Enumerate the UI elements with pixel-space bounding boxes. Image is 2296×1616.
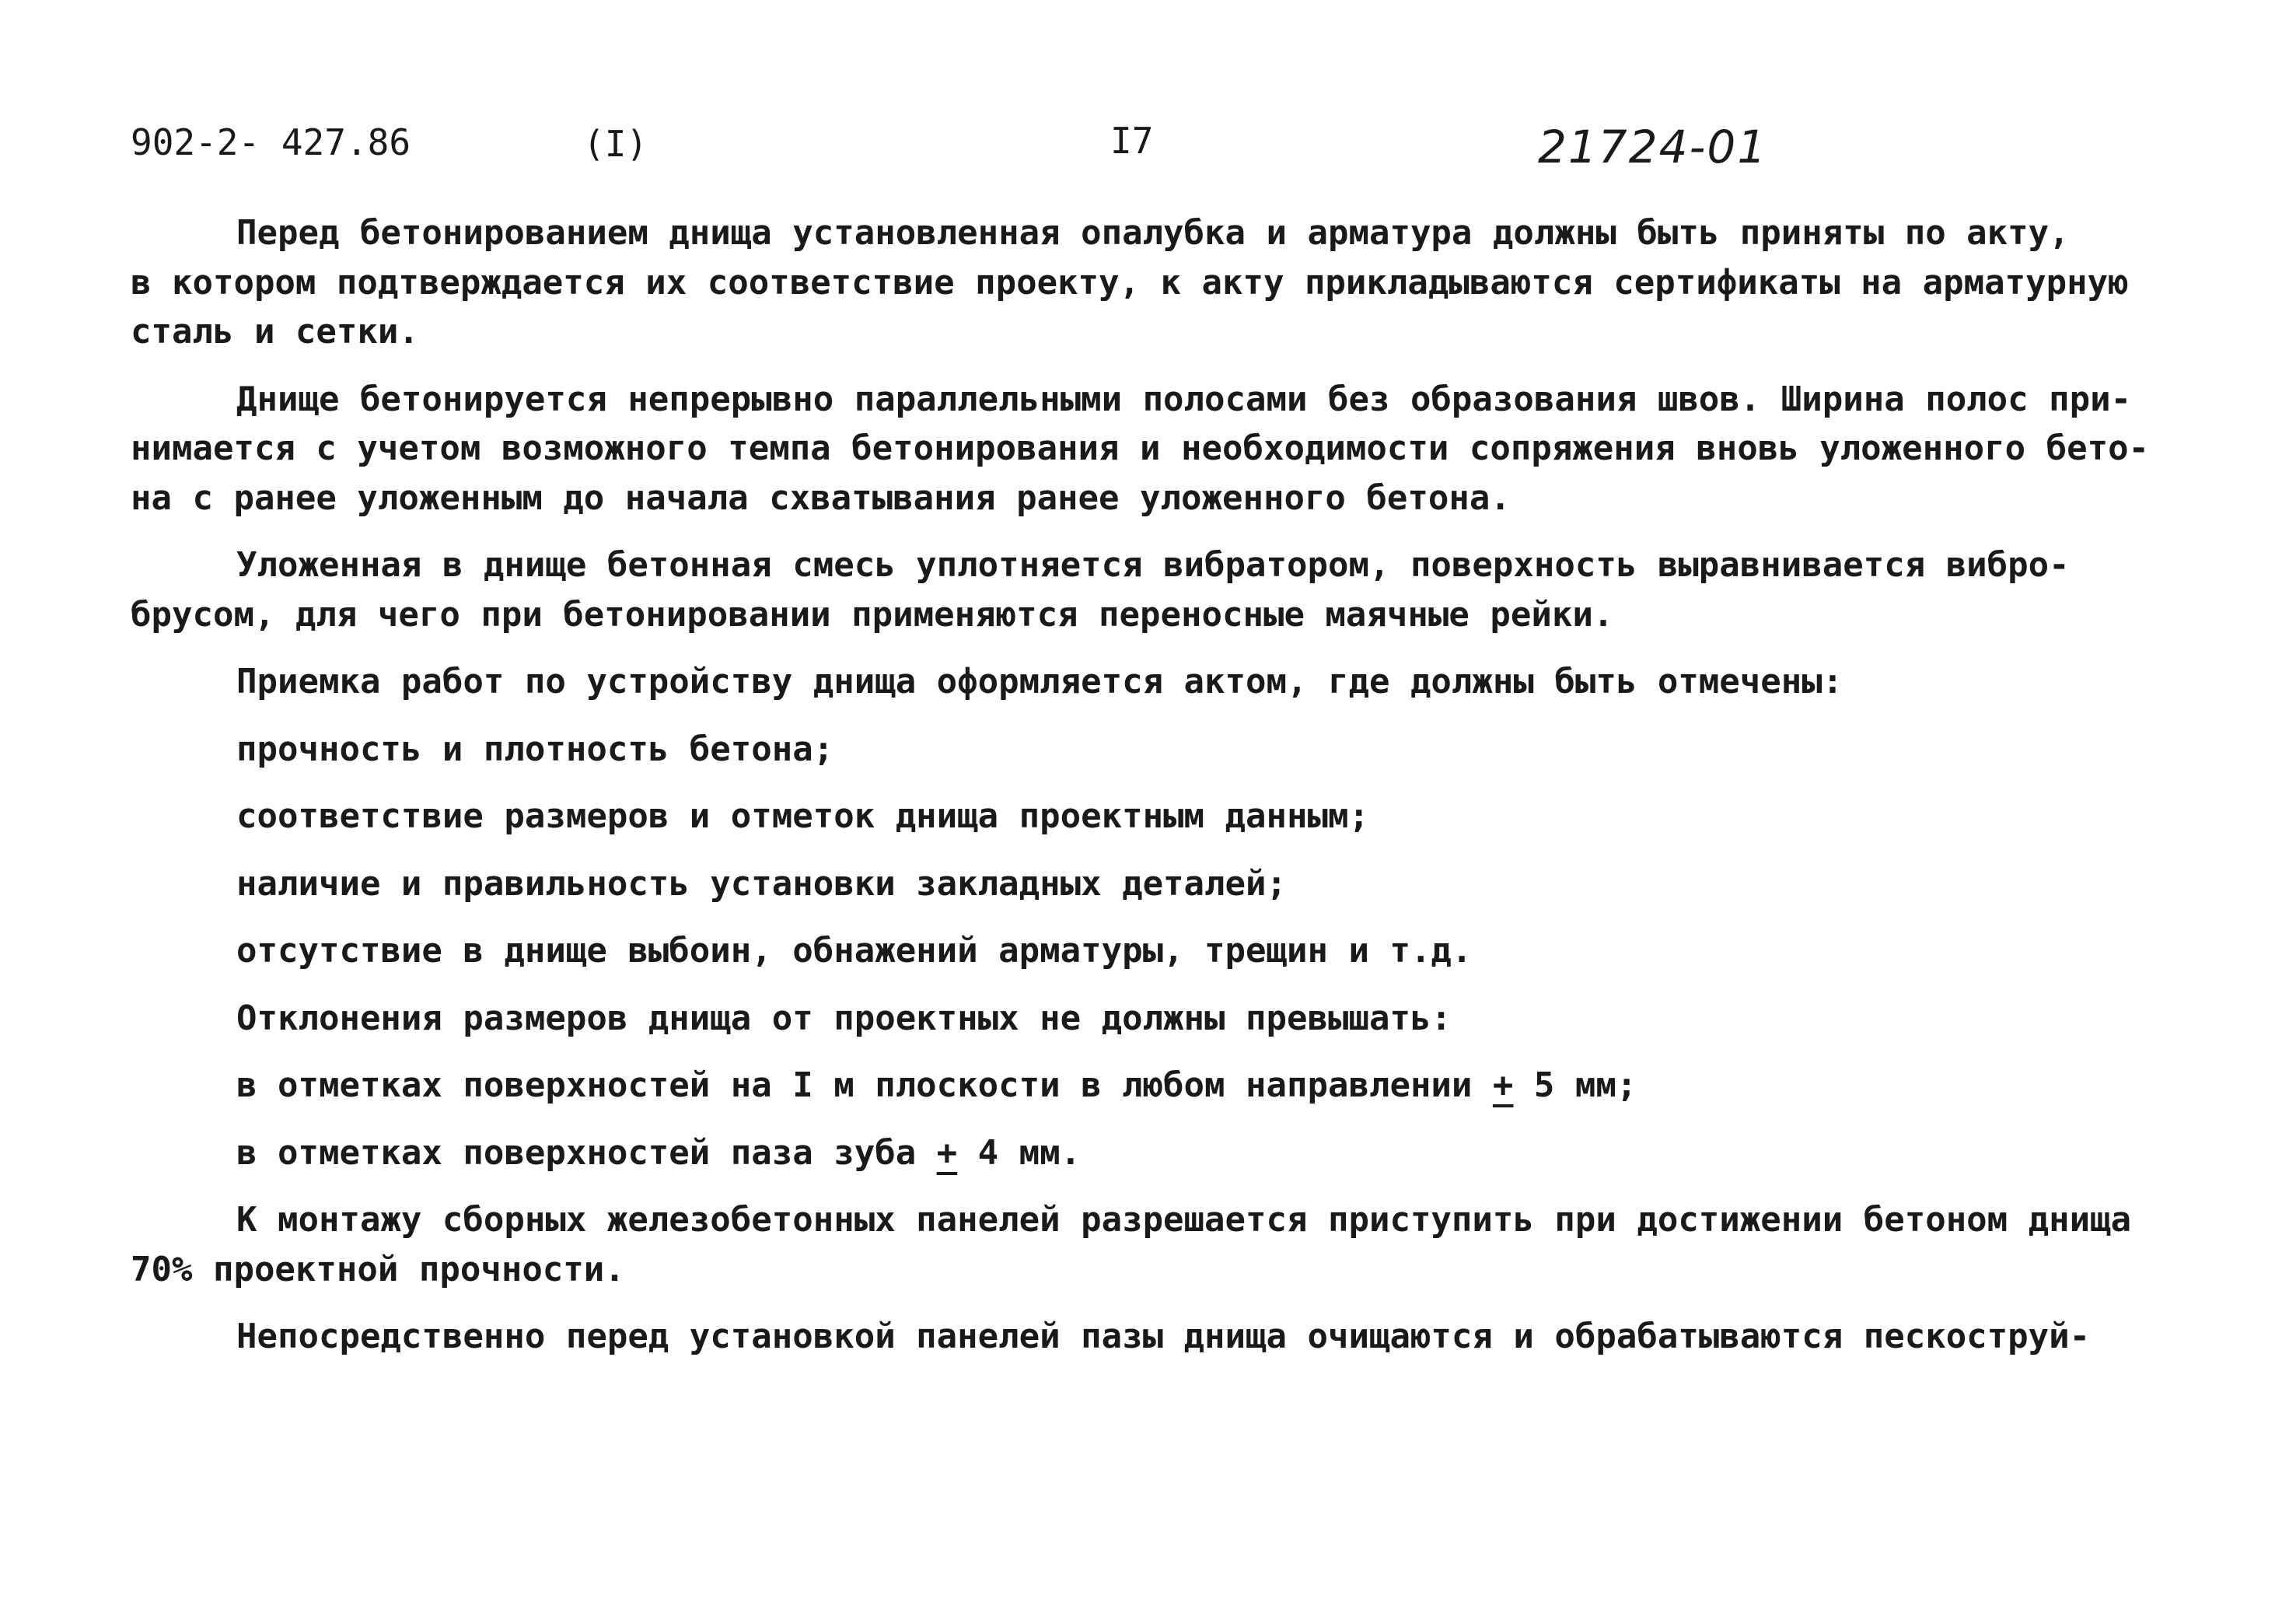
paragraph-formwork-acceptance [131, 208, 2168, 357]
text-line: сталь и сетки. [131, 312, 419, 352]
paragraph-acceptance-act [131, 657, 2168, 707]
text-line: прочность и плотность бетона; [236, 729, 834, 769]
text-line: Днище бетонируется непрерывно параллельными полосами без образования швов. Ширина полос при- [236, 379, 2132, 419]
tolerance-surface-plane [131, 1061, 2168, 1111]
text-line: нимается с учетом возможного темпа бетонирования и необходимости сопряжения вновь уложенного бето- [131, 428, 2150, 468]
text-line: в котором подтверждается их соответствие проекту, к акту прикладываются сертификаты на арматурную [131, 262, 2129, 303]
list-item-defects [131, 926, 2168, 976]
text-line: брусом, для чего при бетонировании применяются переносные маячные рейки. [131, 594, 1614, 635]
paragraph-groove-cleaning [131, 1312, 2168, 1362]
tolerance-text: в отметках поверхностей на I м плоскости в любом направлении [236, 1065, 1493, 1105]
tolerance-text: в отметках поверхностей паза зуба [236, 1132, 937, 1173]
plus-minus-sign: + [1492, 1065, 1514, 1105]
paragraph-compaction [131, 540, 2168, 639]
text-line [131, 1061, 2168, 1111]
tolerance-tooth-groove [131, 1128, 2168, 1178]
list-item-dimensions [131, 792, 2168, 841]
text-line: соответствие размеров и отметок днища проектным данным; [236, 796, 1369, 836]
text-line: Перед бетонированием днища установленная опалубка и арматура должны быть приняты по акту, [236, 213, 2070, 253]
paragraph-panel-mounting [131, 1195, 2168, 1294]
plus-minus-sign: + [936, 1132, 958, 1173]
document-part: (I) [583, 123, 648, 165]
page-number: I7 [1110, 120, 1154, 162]
text-line: К монтажу сборных железобетонных панелей разрешается приступить при достижении бетоном днища [236, 1200, 2132, 1240]
text-line: на с ранее уложенным до начала схватывания ранее уложенного бетона. [131, 477, 1511, 518]
inventory-number: 21724-01 [1538, 121, 1768, 173]
text-line: наличие и правильность установки закладных деталей; [236, 863, 1288, 904]
tolerance-value: 5 мм; [1513, 1065, 1637, 1105]
document-body [131, 208, 2168, 1362]
document-code: 902-2- 427.86 [131, 121, 411, 163]
text-line: отсутствие в днище выбоин, обнажений арматуры, трещин и т.д. [236, 931, 1473, 971]
text-line: Отклонения размеров днища от проектных не должны превышать: [236, 998, 1452, 1038]
text-line: Уложенная в днище бетонная смесь уплотняется вибратором, поверхность выравнивается вибро- [236, 545, 2070, 585]
text-line: 70% проектной прочности. [131, 1249, 625, 1289]
list-item-embedded-parts [131, 859, 2168, 909]
paragraph-tolerances [131, 994, 2168, 1044]
text-line [131, 1128, 2168, 1178]
text-line: Непосредственно перед установкой панелей пазы днища очищаются и обрабатываются пескоструй- [236, 1317, 2091, 1356]
list-item-strength [131, 725, 2168, 775]
paragraph-concreting-strips [131, 375, 2168, 523]
tolerance-value: 4 мм. [957, 1132, 1082, 1173]
text-line: Приемка работ по устройству днища оформляется актом, где должны быть отмечены: [236, 662, 1843, 701]
